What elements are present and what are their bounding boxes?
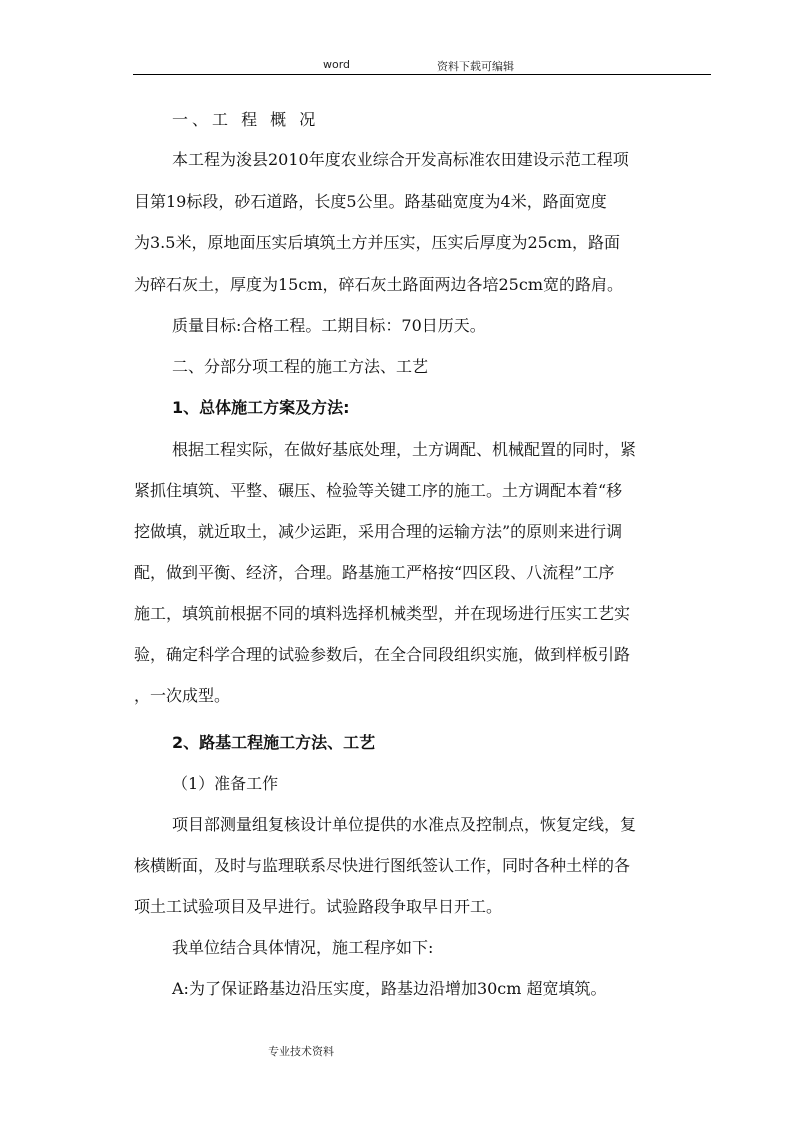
paragraph-line: 本工程为浚县2010年度农业综合开发高标准农田建设示范工程项: [172, 150, 629, 169]
header-right-text: 资料下载可编辑: [437, 60, 514, 73]
paragraph-line: 项土工试验项目及早进行。试验路段争取早日开工。: [134, 897, 503, 916]
paragraph-line: 核横断面，及时与监理联系尽快进行图纸签认工作，同时各种土样的各: [134, 856, 631, 875]
paragraph-line: 施工，填筑前根据不同的填料选择机械类型，并在现场进行压实工艺实: [134, 604, 631, 623]
paragraph-line: 目第19标段，砂石道路，长度5公里。路基础宽度为4米，路面宽度: [134, 192, 607, 211]
subsection-heading-overall-plan: 1、总体施工方案及方法:: [172, 398, 350, 417]
paragraph-line: 挖做填，就近取土，减少运距，采用合理的运输方法”的原则来进行调: [134, 522, 623, 541]
header-left-text: word: [323, 58, 351, 71]
paragraph-line: 项目部测量组复核设计单位提供的水准点及控制点，恢复定线，复: [172, 815, 637, 834]
section-heading-overview: 一、工 程 概 况: [172, 110, 320, 129]
section-heading-methods: 二、分部分项工程的施工方法、工艺: [172, 357, 429, 376]
paragraph-line: A:为了保证路基边沿压实度，路基边沿增加30cm 超宽填筑。: [172, 979, 607, 998]
paragraph-line: 为3.5米，原地面压实后填筑土方并压实，压实后厚度为25cm，路面: [134, 233, 620, 252]
paragraph-line: 质量目标:合格工程。工期目标：70日历天。: [172, 316, 486, 335]
item-heading-preparation: （1）准备工作: [172, 774, 279, 793]
paragraph-line: 为碎石灰土，厚度为15cm，碎石灰土路面两边各培25cm宽的路肩。: [134, 275, 623, 294]
paragraph-line: 配，做到平衡、经济，合理。路基施工严格按“四区段、八流程”工序: [134, 563, 615, 582]
paragraph-line: 紧抓住填筑、平整、碾压、检验等关键工序的施工。土方调配本着“移: [134, 481, 623, 500]
paragraph-line: ，一次成型。: [134, 686, 231, 705]
page-header: [133, 56, 711, 75]
paragraph-line: 验，确定科学合理的试验参数后，在全合同段组织实施，做到样板引路: [134, 645, 631, 664]
page-footer: 专业技术资料: [268, 1045, 334, 1058]
subsection-heading-subgrade: 2、路基工程施工方法、工艺: [172, 733, 376, 752]
paragraph-line: 根据工程实际，在做好基底处理，土方调配、机械配置的同时，紧: [172, 440, 637, 459]
paragraph-line: 我单位结合具体情况，施工程序如下:: [172, 938, 434, 957]
